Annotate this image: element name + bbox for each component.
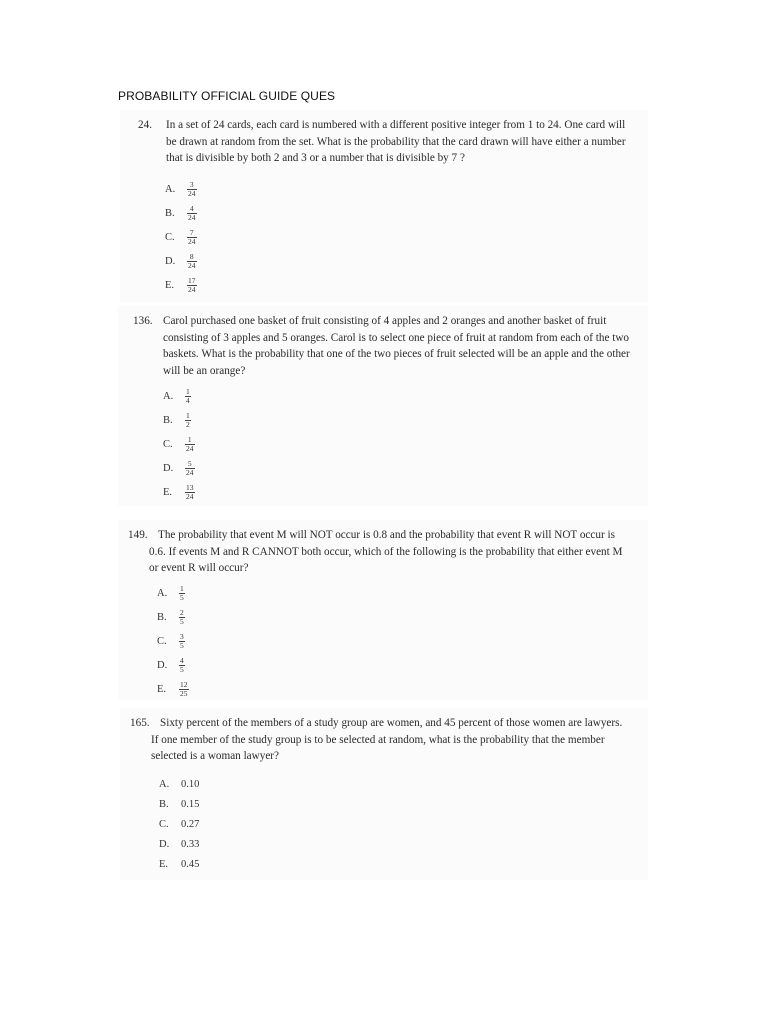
option-value: 0.45 — [181, 858, 200, 870]
question-text-line: be drawn at random from the set. What is the probability that the card drawn will have either a number — [166, 135, 626, 148]
question-text-line: consisting of 3 apples and 5 oranges. Carol is to select one piece of fruit at random from each of the two — [163, 331, 630, 344]
fraction — [185, 484, 195, 501]
numerator: 17 — [188, 275, 196, 285]
question-text-line: In a set of 24 cards, each card is numbered with a different positive integer from 1 to 24. One card will — [166, 119, 626, 131]
numerator: 2 — [180, 607, 184, 617]
numerator: 1 — [186, 386, 190, 396]
denominator: 24 — [188, 260, 196, 270]
answer-option-c[interactable] — [163, 433, 195, 455]
question-text-line: will be an orange? — [163, 364, 246, 377]
answer-option-e[interactable] — [165, 274, 197, 296]
answer-option-d[interactable] — [165, 250, 197, 272]
answer-option-a[interactable] — [157, 582, 185, 604]
question-text-line: or event R will occur? — [149, 562, 249, 574]
option-letter: D. — [159, 838, 170, 850]
question-number: 165. — [130, 717, 150, 729]
answer-option-e[interactable] — [159, 853, 199, 875]
numerator: 12 — [180, 679, 188, 689]
question-text-line: baskets. What is the probability that one of the two pieces of fruit selected will be an apple and the other — [163, 348, 630, 360]
option-letter: D. — [163, 462, 174, 474]
option-letter: C. — [157, 635, 167, 647]
option-letter: A. — [165, 183, 176, 195]
answer-option-c[interactable] — [159, 813, 199, 835]
denominator: 24 — [188, 236, 196, 246]
fraction — [187, 277, 197, 294]
numerator: 4 — [180, 655, 184, 665]
fraction — [185, 436, 195, 453]
question-text-line: selected is a woman lawyer? — [151, 750, 279, 762]
denominator: 25 — [180, 688, 188, 698]
answer-option-c[interactable] — [165, 226, 197, 248]
fraction — [185, 412, 191, 429]
fraction — [185, 388, 191, 405]
answer-option-e[interactable] — [157, 678, 189, 700]
answer-option-b[interactable] — [157, 606, 185, 628]
option-letter: E. — [163, 486, 173, 498]
answer-option-a[interactable] — [163, 385, 191, 407]
denominator: 5 — [180, 640, 184, 650]
question-number: 24. — [138, 119, 152, 131]
option-letter: E. — [165, 279, 175, 291]
option-letter: A. — [157, 587, 168, 599]
option-letter: B. — [159, 798, 169, 810]
numerator: 13 — [186, 482, 194, 492]
question-136 — [133, 313, 648, 379]
answer-option-d[interactable] — [157, 654, 185, 676]
question-number: 136. — [133, 315, 153, 327]
denominator: 24 — [188, 212, 196, 222]
fraction — [179, 585, 185, 602]
denominator: 24 — [188, 284, 196, 294]
option-letter: A. — [159, 778, 170, 790]
answer-option-b[interactable] — [163, 409, 191, 431]
denominator: 24 — [186, 443, 194, 453]
numerator: 1 — [187, 434, 192, 444]
question-text-line: that is divisible by both 2 and 3 or a number that is divisible by 7 ? — [166, 152, 465, 164]
answer-option-a[interactable] — [165, 178, 197, 200]
question-text-line: The probability that event M will NOT occur is 0.8 and the probability that event R will NOT occur is — [158, 529, 615, 541]
numerator: 1 — [180, 583, 184, 593]
answer-option-a[interactable] — [159, 773, 199, 795]
question-text-line: If one member of the study group is to be selected at random, what is the probability that the member — [151, 733, 605, 746]
fraction — [187, 229, 197, 246]
denominator: 5 — [180, 592, 184, 602]
question-165 — [130, 715, 648, 765]
answer-option-d[interactable] — [163, 457, 195, 479]
option-letter: C. — [163, 438, 173, 450]
answer-option-e[interactable] — [163, 481, 195, 503]
option-value: 0.15 — [181, 798, 200, 810]
option-letter: B. — [157, 611, 167, 623]
answer-option-d[interactable] — [159, 833, 199, 855]
numerator: 3 — [189, 179, 194, 189]
answer-option-c[interactable] — [157, 630, 185, 652]
option-letter: D. — [165, 255, 176, 267]
page-title: PROBABILITY OFFICIAL GUIDE QUES — [118, 89, 336, 103]
question-number: 149. — [128, 529, 148, 541]
option-letter: E. — [157, 683, 167, 695]
answer-option-b[interactable] — [159, 793, 199, 815]
option-letter: D. — [157, 659, 168, 671]
question-text-line: 0.6. If events M and R CANNOT both occur, which of the following is the probability that either event M — [149, 545, 623, 558]
numerator: 4 — [189, 203, 194, 213]
fraction — [185, 460, 195, 477]
question-149 — [128, 527, 648, 577]
option-letter: C. — [159, 818, 169, 830]
numerator: 1 — [186, 410, 190, 420]
fraction — [187, 253, 197, 270]
numerator: 5 — [187, 458, 192, 468]
denominator: 24 — [186, 491, 194, 501]
option-letter: C. — [165, 231, 175, 243]
option-value: 0.10 — [181, 778, 200, 790]
numerator: 7 — [189, 227, 194, 237]
option-letter: A. — [163, 390, 174, 402]
denominator: 24 — [188, 188, 196, 198]
question-24 — [138, 117, 648, 167]
denominator: 2 — [186, 419, 190, 429]
fraction — [179, 633, 185, 650]
fraction — [179, 681, 189, 698]
answer-option-b[interactable] — [165, 202, 197, 224]
numerator: 3 — [180, 631, 184, 641]
numerator: 8 — [189, 251, 194, 261]
option-letter: B. — [163, 414, 173, 426]
fraction — [179, 609, 185, 626]
denominator: 5 — [180, 664, 184, 674]
fraction — [187, 205, 197, 222]
denominator: 24 — [186, 467, 194, 477]
option-letter: B. — [165, 207, 175, 219]
denominator: 4 — [186, 395, 190, 405]
option-letter: E. — [159, 858, 169, 870]
denominator: 5 — [180, 616, 184, 626]
fraction — [179, 657, 185, 674]
question-text-line: Sixty percent of the members of a study group are women, and 45 percent of those women are lawyers. — [160, 717, 623, 729]
option-value: 0.33 — [181, 838, 200, 850]
option-value: 0.27 — [181, 818, 200, 830]
question-text-line: Carol purchased one basket of fruit consisting of 4 apples and 2 oranges and another basket of fruit — [163, 315, 607, 327]
fraction — [187, 181, 197, 198]
